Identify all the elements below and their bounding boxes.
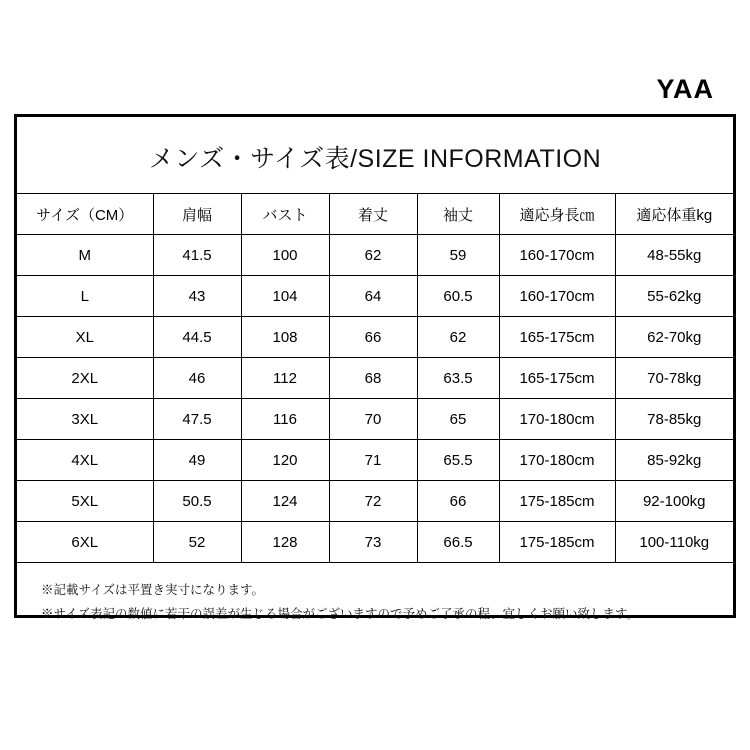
cell-bust: 120 [241,440,329,481]
note-line-2: ※サイズ表記の数値に若干の誤差が生じる場合がございますので予めご了承の程、宜しくお願い致します。 [41,606,640,621]
table-body [17,235,733,563]
cell-length: 73 [329,522,417,563]
column-header-sleeve: 袖丈 [417,194,499,235]
table-row [17,358,733,399]
cell-shoulder: 50.5 [153,481,241,522]
cell-bust: 108 [241,317,329,358]
cell-size: L [17,276,153,317]
cell-length: 64 [329,276,417,317]
cell-sleeve: 59 [417,235,499,276]
table-row [17,481,733,522]
cell-length: 71 [329,440,417,481]
column-header-shoulder: 肩幅 [153,194,241,235]
column-header-height: 適応身長㎝ [499,194,615,235]
cell-shoulder: 47.5 [153,399,241,440]
table-row [17,235,733,276]
cell-size: 4XL [17,440,153,481]
cell-weight: 55-62kg [615,276,733,317]
cell-height: 170-180cm [499,399,615,440]
cell-bust: 100 [241,235,329,276]
cell-size: 5XL [17,481,153,522]
cell-weight: 85-92kg [615,440,733,481]
cell-shoulder: 43 [153,276,241,317]
cell-size: XL [17,317,153,358]
cell-bust: 128 [241,522,329,563]
cell-shoulder: 44.5 [153,317,241,358]
cell-size: 3XL [17,399,153,440]
cell-sleeve: 60.5 [417,276,499,317]
cell-sleeve: 62 [417,317,499,358]
cell-length: 62 [329,235,417,276]
table-row [17,440,733,481]
cell-bust: 116 [241,399,329,440]
cell-size: 2XL [17,358,153,399]
cell-weight: 48-55kg [615,235,733,276]
cell-bust: 124 [241,481,329,522]
table-row [17,522,733,563]
cell-length: 70 [329,399,417,440]
cell-weight: 100-110kg [615,522,733,563]
table-header [17,194,733,235]
cell-shoulder: 41.5 [153,235,241,276]
cell-weight: 62-70kg [615,317,733,358]
column-header-bust: バスト [241,194,329,235]
column-header-size: サイズ（CM） [17,194,153,235]
cell-height: 175-185cm [499,522,615,563]
cell-weight: 92-100kg [615,481,733,522]
cell-sleeve: 66 [417,481,499,522]
cell-sleeve: 65.5 [417,440,499,481]
cell-height: 170-180cm [499,440,615,481]
cell-weight: 78-85kg [615,399,733,440]
brand-logo: YAA [656,74,714,104]
table-header-row [17,194,733,235]
cell-bust: 112 [241,358,329,399]
cell-sleeve: 63.5 [417,358,499,399]
cell-height: 165-175cm [499,317,615,358]
cell-height: 160-170cm [499,276,615,317]
cell-shoulder: 52 [153,522,241,563]
table-row [17,399,733,440]
column-header-length: 着丈 [329,194,417,235]
cell-height: 175-185cm [499,481,615,522]
cell-length: 72 [329,481,417,522]
cell-weight: 70-78kg [615,358,733,399]
table-row [17,317,733,358]
note-line-1: ※記載サイズは平置き実寸になります。 [41,583,265,597]
cell-height: 160-170cm [499,235,615,276]
column-header-weight: 適応体重kg [615,194,733,235]
size-information-panel [14,114,736,621]
size-table [17,193,733,563]
cell-length: 66 [329,317,417,358]
cell-length: 68 [329,358,417,399]
table-row [17,276,733,317]
cell-bust: 104 [241,276,329,317]
cell-size: 6XL [17,522,153,563]
cell-size: M [17,235,153,276]
cell-height: 165-175cm [499,358,615,399]
notes-section [17,563,733,627]
cell-sleeve: 65 [417,399,499,440]
page-title: メンズ・サイズ表/SIZE INFORMATION [148,145,602,173]
cell-shoulder: 46 [153,358,241,399]
cell-sleeve: 66.5 [417,522,499,563]
cell-shoulder: 49 [153,440,241,481]
